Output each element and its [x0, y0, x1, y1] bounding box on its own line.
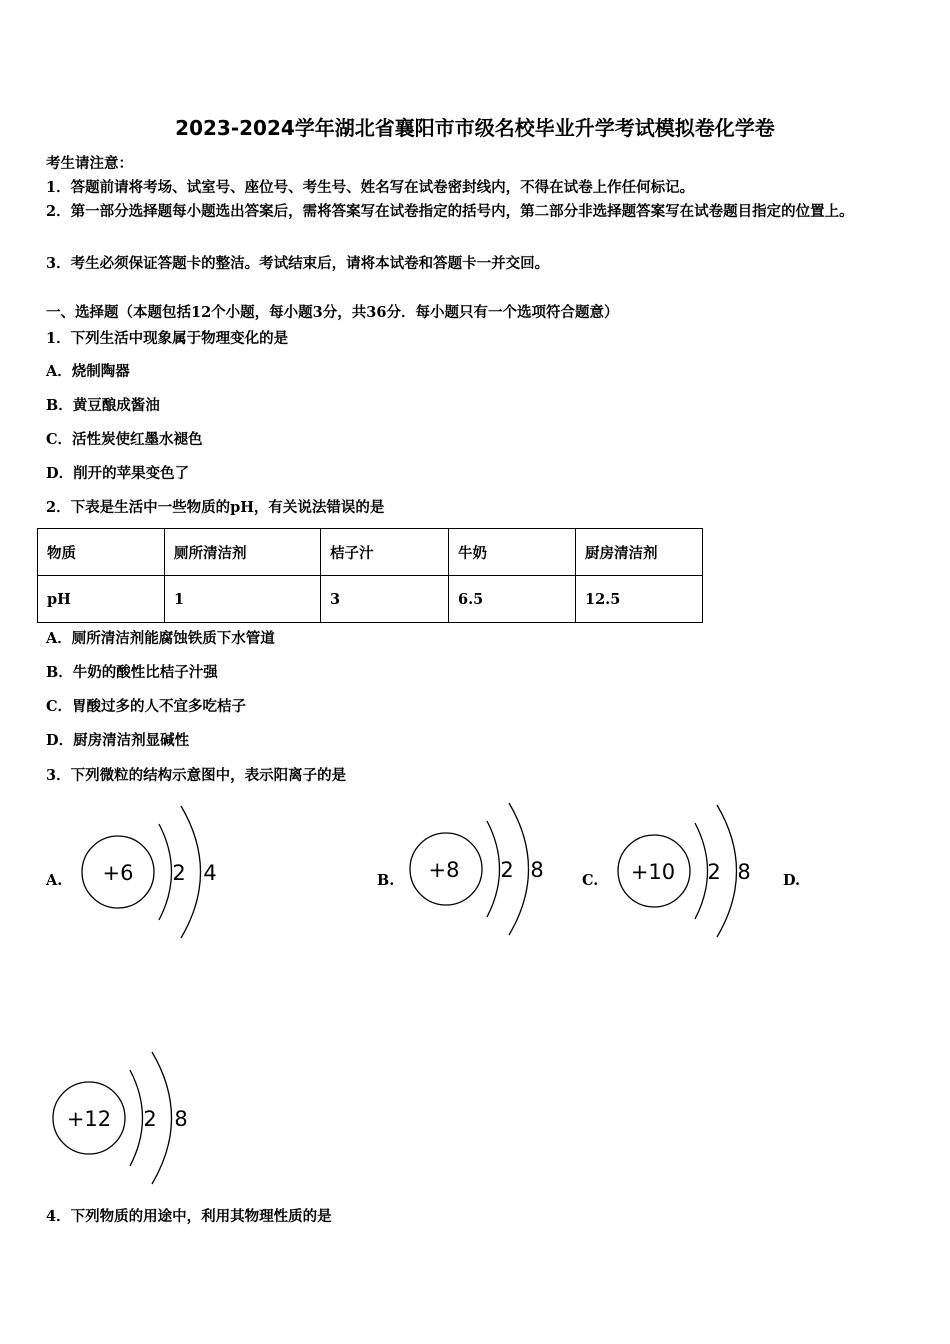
nucleus-charge: +12: [66, 1107, 112, 1131]
table-cell: 12.5: [576, 576, 703, 623]
notice-item-1: 1．答题前请将考场、试室号、座位号、考生号、姓名写在试卷密封线内，不得在试卷上作任何标记。: [46, 179, 695, 196]
atom-diagram-c: [611, 799, 771, 944]
q2-option-a[interactable]: A．厕所清洁剂能腐蚀铁质下水管道: [46, 630, 275, 647]
table-cell: 牛奶: [449, 529, 576, 576]
q1-option-c[interactable]: C．活性炭使红墨水褪色: [46, 431, 203, 448]
electron-shell-1: [487, 821, 500, 917]
table-header-row: [38, 529, 703, 576]
atom-diagram-b: [403, 797, 563, 942]
electron-shell-1: [159, 824, 172, 920]
q2-option-b[interactable]: B．牛奶的酸性比桔子汁强: [46, 664, 218, 681]
shell-1-electrons: 2: [500, 858, 514, 882]
table-cell: 6.5: [449, 576, 576, 623]
notice-item-2: 2．第一部分选择题每小题选出答案后，需将答案写在试卷指定的括号内，第二部分非选择题答案写在试卷题目指定的位置上。: [46, 203, 854, 220]
table-cell: 物质: [38, 529, 165, 576]
electron-shell-1: [130, 1070, 143, 1166]
shell-2-electrons: 4: [203, 861, 217, 885]
q1-option-b[interactable]: B．黄豆酿成酱油: [46, 397, 160, 414]
shell-2-electrons: 8: [174, 1107, 188, 1131]
shell-1-electrons: 2: [172, 861, 186, 885]
atom-diagram-d: [46, 1046, 206, 1191]
notice-heading: 考生请注意：: [46, 155, 133, 172]
table-cell: 厕所清洁剂: [165, 529, 321, 576]
q3-option-d-label[interactable]: D.: [783, 872, 801, 889]
q1-option-a[interactable]: A．烧制陶器: [46, 363, 130, 380]
table-cell: 1: [165, 576, 321, 623]
table-cell: 3: [321, 576, 449, 623]
q2-option-d[interactable]: D．厨房清洁剂显碱性: [46, 732, 190, 749]
ph-table: [37, 528, 703, 623]
shell-2-electrons: 8: [737, 860, 751, 884]
notice-item-3: 3．考生必须保证答题卡的整洁。考试结束后，请将本试卷和答题卡一并交回。: [46, 255, 550, 272]
atom-diagram-a: [75, 800, 235, 945]
q4-stem: 4．下列物质的用途中，利用其物理性质的是: [46, 1208, 332, 1225]
electron-shell-1: [695, 823, 708, 919]
shell-2-electrons: 8: [530, 858, 544, 882]
table-cell: 桔子汁: [321, 529, 449, 576]
nucleus-charge: +8: [428, 858, 460, 882]
shell-1-electrons: 2: [707, 860, 721, 884]
q1-option-d[interactable]: D．削开的苹果变色了: [46, 465, 190, 482]
table-row: [38, 576, 703, 623]
q2-stem: 2．下表是生活中一些物质的pH，有关说法错误的是: [46, 499, 385, 516]
table-cell: 厨房清洁剂: [576, 529, 703, 576]
q3-stem: 3．下列微粒的结构示意图中，表示阳离子的是: [46, 767, 347, 784]
q1-stem: 1．下列生活中现象属于物理变化的是: [46, 330, 289, 347]
q3-option-b-label[interactable]: B.: [377, 872, 395, 889]
shell-1-electrons: 2: [143, 1107, 157, 1131]
nucleus-charge: +6: [102, 861, 134, 885]
q3-option-a-label[interactable]: A.: [46, 872, 63, 889]
page-title: 2023-2024学年湖北省襄阳市市级名校毕业升学考试模拟卷化学卷: [175, 116, 775, 140]
section-heading: 一、选择题（本题包括12个小题，每小题3分，共36分．每小题只有一个选项符合题意）: [46, 304, 619, 321]
q2-option-c[interactable]: C．胃酸过多的人不宜多吃桔子: [46, 698, 247, 715]
q3-option-c-label[interactable]: C.: [582, 872, 599, 889]
nucleus-charge: +10: [630, 860, 676, 884]
table-cell: pH: [38, 576, 165, 623]
